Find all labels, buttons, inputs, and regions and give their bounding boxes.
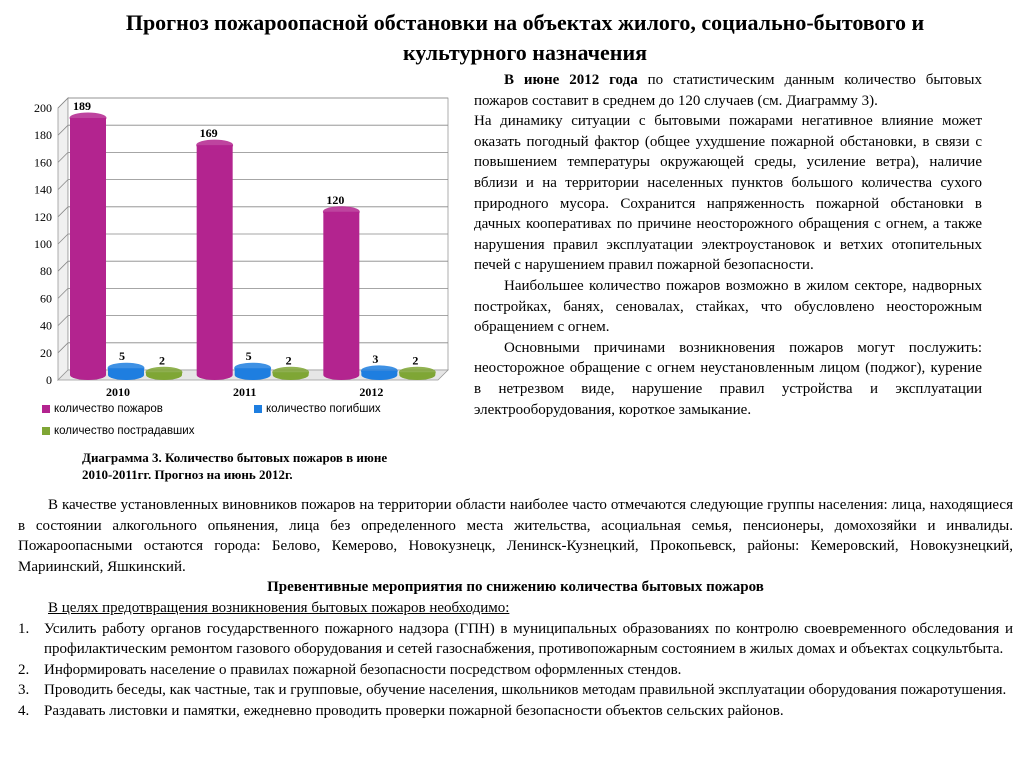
legend-swatch-fires: [42, 405, 50, 413]
data-label: 3: [372, 351, 379, 366]
legend-label-fires: количество пожаров: [54, 403, 163, 415]
list-item: [18, 619, 1013, 660]
y-tick-label: 40: [40, 318, 52, 333]
bar-top-2012-0: [323, 207, 359, 217]
list-item-text: Информировать население о правилах пожарной безопасности посредством оформленных стендов.: [44, 661, 682, 678]
x-tick-label: 2012: [359, 385, 384, 399]
measures-list: [18, 619, 1013, 722]
data-label: 2: [412, 353, 419, 368]
list-item-number: 2.: [18, 661, 30, 678]
y-tick-label: 80: [40, 264, 52, 279]
forecast-lead: В июне 2012 года: [504, 72, 638, 88]
bar-количество-пожаров-2011: [197, 145, 233, 380]
y-tick-label: 100: [34, 237, 52, 251]
page-title: Прогноз пожароопасной обстановки на объектах жилого, социально-бытового и культурного назначения: [125, 10, 925, 65]
data-label: 5: [119, 349, 125, 364]
paragraph-forecast: [474, 70, 982, 111]
bar-top-2011-0: [197, 140, 233, 150]
list-item-text: Проводить беседы, как частные, так и групповые, обучение населения, школьников методам правильной эксплуатации оборудования пожаротушения.: [44, 682, 1007, 699]
legend-swatch-deaths: [254, 405, 262, 413]
y-tick-label: 60: [40, 291, 52, 306]
measures-intro: В целях предотвращения возникновения бытовых пожаров необходимо:: [48, 599, 510, 616]
y-tick-label: 20: [40, 345, 52, 360]
bar-top-2010-0: [70, 113, 106, 123]
paragraph-causes: Основными причинами возникновения пожаров могут послужить: неосторожное обращение с огнем неустановленным лицом (поджог), курение в нетрезвом виде, нарушение правил устройства и эксплуатации электрооборудования, короткое замыкание.: [474, 339, 982, 418]
paragraph-culprits: В качестве установленных виновников пожаров на территории области наиболее часто отмечаются следующие группы населения: лица, находящиеся в состоянии алкогольного опьянения, лица без определенного места жительства, асоциальная семья, пенсионеры, домохозяйки и инвалиды. Пожароопасными остаются города: Белово, Кемерово, Новокузнецк, Ленинск-Кузнецкий, Прокопьевск, районы: Кемеровский, Новокузнецкий, Мариинский, Яшкинский.: [18, 497, 1013, 575]
list-item-number: 3.: [18, 682, 30, 699]
legend-item-deaths: [254, 403, 381, 415]
bar-top-2011-2: [273, 367, 309, 377]
list-item: [18, 701, 1013, 722]
y-tick-label: 140: [34, 182, 52, 197]
list-item-number: 1.: [18, 620, 30, 637]
legend-item-injured: [42, 425, 194, 437]
forecast-rest: по статистическим данным количество бытовых пожаров составит в среднем до 120 случаев (см. Диаграмму 3).: [474, 72, 982, 109]
legend-item-fires: [42, 403, 163, 415]
bar-top-2012-1: [361, 366, 397, 376]
bar-количество-пожаров-2012: [323, 212, 359, 380]
list-item: [18, 660, 1013, 681]
bar-top-2012-2: [399, 367, 435, 377]
right-column-text: [474, 70, 982, 420]
bar-количество-пожаров-2010: [70, 118, 106, 380]
bar-top-2011-1: [235, 363, 271, 373]
bottom-text: [18, 495, 1013, 722]
y-tick-label: 200: [34, 101, 52, 115]
y-tick-label: 160: [34, 155, 52, 170]
legend-swatch-injured: [42, 427, 50, 435]
y-tick-label: 0: [46, 373, 52, 387]
data-label: 189: [73, 98, 91, 113]
y-tick-label: 180: [34, 128, 52, 143]
list-item-number: 4.: [18, 702, 30, 719]
data-label: 5: [245, 349, 252, 364]
bar-top-2010-2: [146, 367, 182, 377]
paragraph-weather: На динамику ситуации с бытовыми пожарами негативное влияние может оказать погодный фактор (общее ухудшение пожарной обстановки, в связи с повышением температуры окружающей среды, усиление ветра), наличие вблизи и на территории населенных пунктов большого количества сухого природного мусора. Сохранится напряженность пожарной обстановки в дачных кооперативах по причине неосторожного обращения с огнем, а также нарушения правил эксплуатации электроустановок и ветхих отопительных печей с нарушением правил пожарной безопасности.: [474, 113, 982, 274]
section-heading: Превентивные мероприятия по снижению количества бытовых пожаров: [267, 579, 764, 596]
paragraph-residential: Наибольшее количество пожаров возможно в жилом секторе, надворных постройках, банях, сеновалах, стайках, что обусловлено неосторожным обращением с огнем.: [474, 277, 982, 336]
x-tick-label: 2010: [106, 385, 130, 399]
legend-label-injured: количество пострадавших: [54, 425, 195, 437]
bar-top-2010-1: [108, 363, 144, 373]
data-label: 120: [326, 192, 345, 207]
data-label: 169: [199, 126, 218, 141]
data-label: 2: [159, 353, 165, 368]
data-label: 2: [285, 353, 292, 368]
y-tick-label: 120: [34, 209, 52, 224]
legend-label-deaths: количество погибших: [266, 403, 381, 415]
chart-caption: Диаграмма 3. Количество бытовых пожаров в июне 2010-2011гг. Прогноз на июнь 2012г.: [82, 450, 388, 482]
chart-svg: [18, 90, 458, 410]
list-item-text: Раздавать листовки и памятки, ежедневно проводить проверки пожарной безопасности объектов сельских районов.: [44, 702, 784, 719]
x-tick-label: 2011: [232, 385, 257, 399]
list-item-text: Усилить работу органов государственного пожарного надзора (ГПН) в муниципальных образованиях по контролю своевременного обследования и профилактическим ремонтом газового оборудования и сетей газоснабжения, противопожарным состоянием в жилых домах и объектах соцкультбыта.: [44, 620, 1013, 658]
list-item: [18, 680, 1013, 701]
